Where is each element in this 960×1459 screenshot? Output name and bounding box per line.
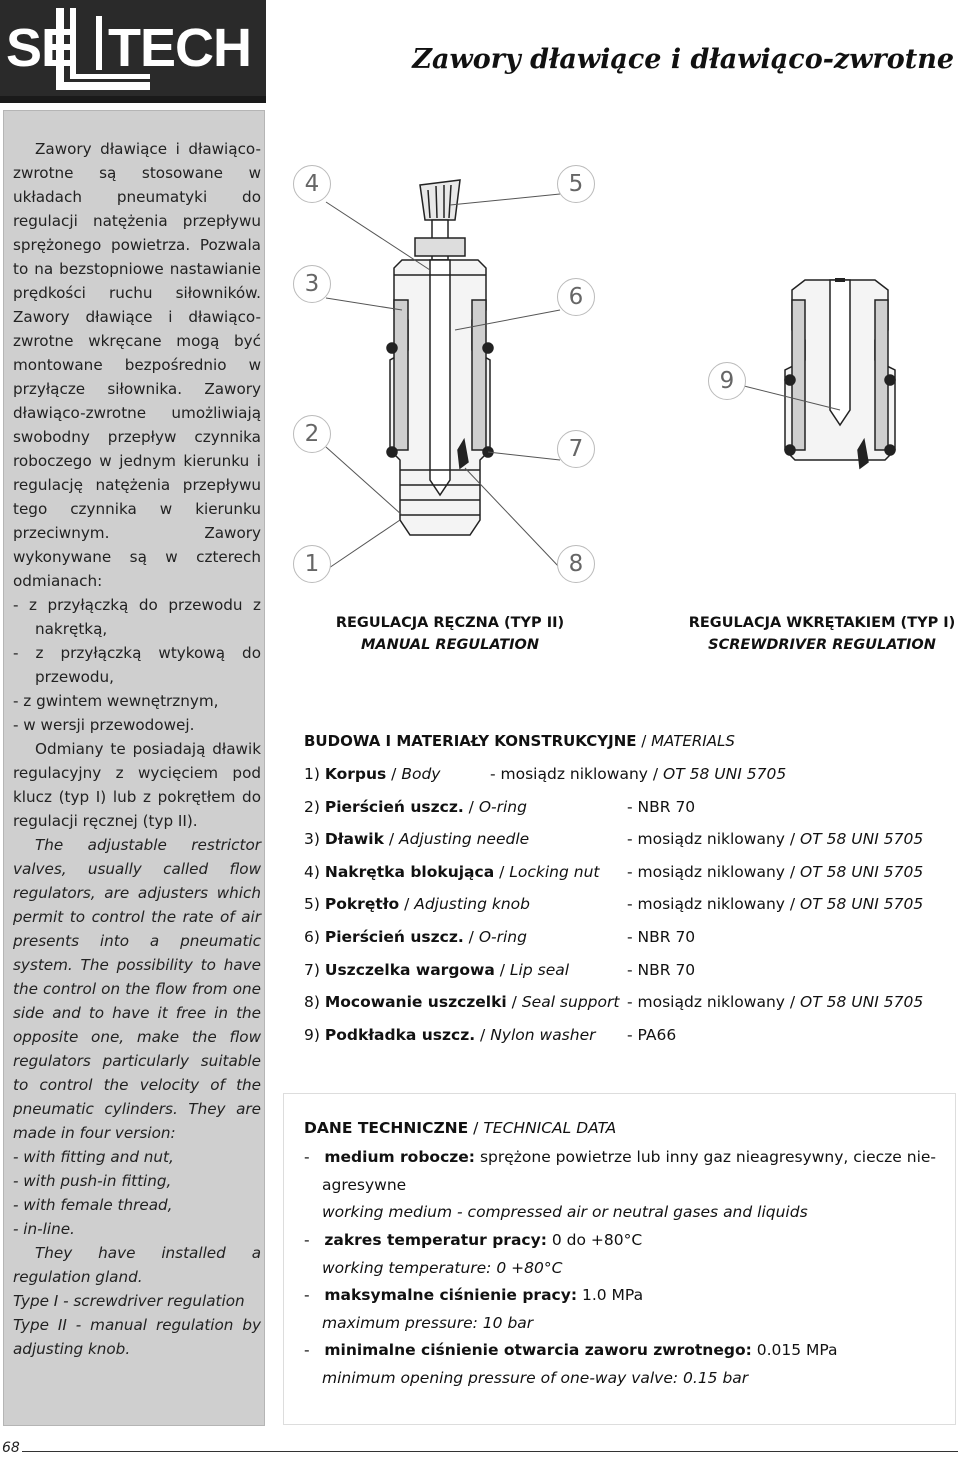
material-standard: OT 58 UNI 5705 xyxy=(663,765,787,783)
materials-heading-en: MATERIALS xyxy=(651,732,735,750)
pl-item: - z gwintem wewnętrznym, xyxy=(13,692,219,710)
material-row: 9) Podkładka uszcz. / Nylon washer xyxy=(304,1025,596,1044)
caption-screw-pl: REGULACJA WKRĘTAKIEM (TYP I) xyxy=(688,615,956,631)
material-row: 2) Pierścień uszcz. / O-ring xyxy=(304,797,527,816)
tech-item-1: - medium robocze: sprężone powietrze lub inny gaz nieagresywny, ciecze nie- xyxy=(304,1148,936,1166)
material-spec: - mosiądz niklowany / xyxy=(627,830,796,849)
tech-item-1-en xyxy=(322,1200,808,1224)
material-value xyxy=(627,795,695,819)
material-number: 1) xyxy=(304,765,320,783)
tech-en: maximum pressure: 10 bar xyxy=(322,1314,534,1332)
material-row: 1) Korpus / Body xyxy=(304,765,441,783)
material-number: 3) xyxy=(304,830,320,849)
material-number: 9) xyxy=(304,1025,320,1044)
selltech-logo-graphic xyxy=(0,0,266,103)
material-spec: - mosiądz niklowany / xyxy=(627,862,796,881)
material-spec: - NBR 70 xyxy=(627,797,696,816)
material-number: 8) xyxy=(304,993,320,1012)
tech-value: 0 do +80°C xyxy=(551,1231,643,1249)
tech-value: 0.015 MPa xyxy=(756,1341,838,1359)
pl-item: - z przyłączką do przewodu z nakrętką, xyxy=(13,596,261,638)
material-name-en: Nylon washer xyxy=(490,1025,596,1044)
footer-divider xyxy=(22,1451,958,1452)
svg-text:SE: SE xyxy=(6,18,77,78)
callout-9: 9 xyxy=(708,362,746,400)
material-name-en: Body xyxy=(401,765,441,783)
material-number: 7) xyxy=(304,960,320,979)
callout-4: 4 xyxy=(293,165,331,203)
material-name-en: Locking nut xyxy=(509,862,600,881)
en-item: - in-line. xyxy=(13,1220,75,1238)
material-standard: OT 58 UNI 5705 xyxy=(800,993,924,1012)
valve-cross-section-diagram xyxy=(290,150,960,610)
tech-heading xyxy=(304,1119,616,1137)
tech-label: zakres temperatur pracy: xyxy=(324,1231,547,1249)
material-value xyxy=(627,958,695,982)
material-name-pl: Pierścień uszcz. xyxy=(324,797,464,816)
tech-heading-sep: / xyxy=(468,1119,484,1137)
tech-en: minimum opening pressure of one-way valve: 0.15 bar xyxy=(322,1369,749,1387)
material-name-pl: Uszczelka wargowa xyxy=(324,960,495,979)
tech-en: working temperature: 0 +80°C xyxy=(322,1259,563,1277)
callout-2: 2 xyxy=(293,415,331,453)
callout-8: 8 xyxy=(557,545,595,583)
material-standard: OT 58 UNI 5705 xyxy=(800,895,924,914)
tech-label: maksymalne ciśnienie pracy: xyxy=(324,1286,578,1304)
tech-item-1-cont: agresywne xyxy=(322,1176,407,1194)
material-spec: - mosiądz niklowany / xyxy=(490,765,659,783)
materials-heading-sep: / xyxy=(636,732,652,750)
material-value xyxy=(627,860,923,884)
page-number: 68 xyxy=(2,1440,20,1456)
en-intro: The adjustable restrictor valves, usually called flow regulators, are adjusters which permit to control the rate of air presents into a pneumatic system. The possibility to have the control on the flow from one side and to have it free in the opposite one, make the flow regulators particularly suitable to control the velocity of the pneumatic cylinders. They are made in four version: xyxy=(13,836,261,1142)
material-spec: - NBR 70 xyxy=(627,928,696,946)
material-name-en: Adjusting needle xyxy=(398,830,530,849)
callout-1: 1 xyxy=(293,545,331,583)
caption-screwdriver xyxy=(688,612,956,656)
material-name-pl: Pokrętło xyxy=(324,895,400,914)
material-value xyxy=(627,827,923,851)
caption-manual-pl: REGULACJA RĘCZNA (TYP II) xyxy=(335,615,565,631)
materials-heading xyxy=(304,732,735,750)
material-value xyxy=(627,990,923,1014)
pl-outro: Odmiany te posiadają dławik regulacyjny z wycięciem pod klucz (typ I) lub z pokrętłem do regulacji ręcznej (typ II). xyxy=(13,740,261,830)
callout-7: 7 xyxy=(557,430,595,468)
en-item: - with fitting and nut, xyxy=(13,1148,174,1166)
material-name-pl: Dławik xyxy=(324,830,384,849)
material-name-pl: Korpus xyxy=(324,765,387,783)
material-name-pl: Nakrętka blokująca xyxy=(324,862,495,881)
polish-description xyxy=(13,137,261,833)
tech-heading-en: TECHNICAL DATA xyxy=(483,1119,617,1137)
callout-6: 6 xyxy=(557,278,595,316)
callout-3: 3 xyxy=(293,265,331,303)
callout-5: 5 xyxy=(557,165,595,203)
material-spec: - mosiądz niklowany / xyxy=(627,993,796,1012)
material-number: 2) xyxy=(304,797,320,816)
material-spec: - NBR 70 xyxy=(627,960,696,979)
material-value xyxy=(490,762,786,786)
material-row: 4) Nakrętka blokująca / Locking nut xyxy=(304,862,600,881)
material-value xyxy=(627,925,695,949)
caption-screw-en: SCREWDRIVER REGULATION xyxy=(708,637,936,653)
tech-item-4-en xyxy=(322,1366,748,1390)
tech-item-4: - minimalne ciśnienie otwarcia zaworu zwrotnego: 0.015 MPa xyxy=(304,1341,838,1359)
material-number: 5) xyxy=(304,895,320,914)
en-type1: Type I - screwdriver regulation xyxy=(13,1292,245,1310)
material-name-en: Seal support xyxy=(521,993,620,1012)
tech-label: minimalne ciśnienie otwarcia zaworu zwrotnego: xyxy=(324,1341,752,1359)
tech-item-2: - zakres temperatur pracy: 0 do +80°C xyxy=(304,1231,643,1249)
material-row: 3) Dławik / Adjusting needle xyxy=(304,830,530,849)
material-name-pl: Mocowanie uszczelki xyxy=(324,993,507,1012)
material-row: 5) Pokrętło / Adjusting knob xyxy=(304,895,530,914)
pl-item: - w wersji przewodowej. xyxy=(13,716,195,734)
material-row: 8) Mocowanie uszczelki / Seal support xyxy=(304,993,620,1012)
material-number: 4) xyxy=(304,862,320,881)
en-outro: They have installed a regulation gland. xyxy=(13,1244,261,1286)
manual-valve-drawing xyxy=(387,180,493,535)
tech-value: 1.0 MPa xyxy=(581,1286,644,1304)
material-value xyxy=(627,1023,676,1047)
pl-item: - z przyłączką wtykową do przewodu, xyxy=(13,644,261,686)
material-name-en: O-ring xyxy=(478,797,527,816)
material-spec: - mosiądz niklowany / xyxy=(627,895,796,914)
en-item: - with push-in fitting, xyxy=(13,1172,172,1190)
material-number: 6) xyxy=(304,928,320,946)
en-item: - with female thread, xyxy=(13,1196,173,1214)
en-type2: Type II - manual regulation by adjusting knob. xyxy=(13,1316,261,1358)
tech-value: sprężone powietrze lub inny gaz nieagresywny, ciecze nie- xyxy=(479,1148,936,1166)
material-spec: - PA66 xyxy=(627,1025,677,1044)
material-name-pl: Podkładka uszcz. xyxy=(324,1025,476,1044)
tech-item-2-en xyxy=(322,1256,562,1280)
tech-item-3: - maksymalne ciśnienie pracy: 1.0 MPa xyxy=(304,1286,644,1304)
tech-item-3-en xyxy=(322,1311,533,1335)
company-logo xyxy=(0,0,266,103)
tech-heading-pl: DANE TECHNICZNE xyxy=(304,1119,469,1137)
page-title: Zawory dławiące i dławiąco-zwrotne xyxy=(412,44,954,75)
description-sidebar xyxy=(3,110,265,1426)
english-description xyxy=(13,833,261,1361)
material-name-en: Adjusting knob xyxy=(414,895,530,914)
materials-heading-pl: BUDOWA I MATERIAŁY KONSTRUKCYJNE xyxy=(304,732,637,750)
material-standard: OT 58 UNI 5705 xyxy=(800,862,924,881)
pl-intro: Zawory dławiące i dławiąco-zwrotne są stosowane w układach pneumatyki do regulacji natężenia przepływu sprężonego powietrza. Pozwala to na bezstopniowe nastawianie prędkości ruchu siłowników. Zawory dławiące i dławiąco-zwrotne wkręcane mogą być montowane bezpośrednio w przyłącze siłownika. Zawory dławiąco-zwrotne umożliwiają swobodny przepływ czynnika roboczego w jednym kierunku i regulację natężenia przepływu tego czynnika w kierunku przeciwnym. Zawory wykonywane są w czterech odmianach: xyxy=(13,140,261,590)
svg-text:TECH: TECH xyxy=(108,18,251,78)
material-standard: OT 58 UNI 5705 xyxy=(800,830,924,849)
material-row: 7) Uszczelka wargowa / Lip seal xyxy=(304,960,570,979)
material-name-en: Lip seal xyxy=(509,960,570,979)
tech-en: working medium - compressed air or neutral gases and liquids xyxy=(322,1203,808,1221)
caption-manual xyxy=(330,612,570,656)
material-name-en: O-ring xyxy=(478,928,527,946)
material-row: 6) Pierścień uszcz. / O-ring xyxy=(304,928,527,946)
screwdriver-valve-drawing xyxy=(785,280,895,468)
tech-label: medium robocze: xyxy=(324,1148,475,1166)
material-value xyxy=(627,892,923,916)
material-name-pl: Pierścień uszcz. xyxy=(324,928,464,946)
caption-manual-en: MANUAL REGULATION xyxy=(361,637,539,653)
